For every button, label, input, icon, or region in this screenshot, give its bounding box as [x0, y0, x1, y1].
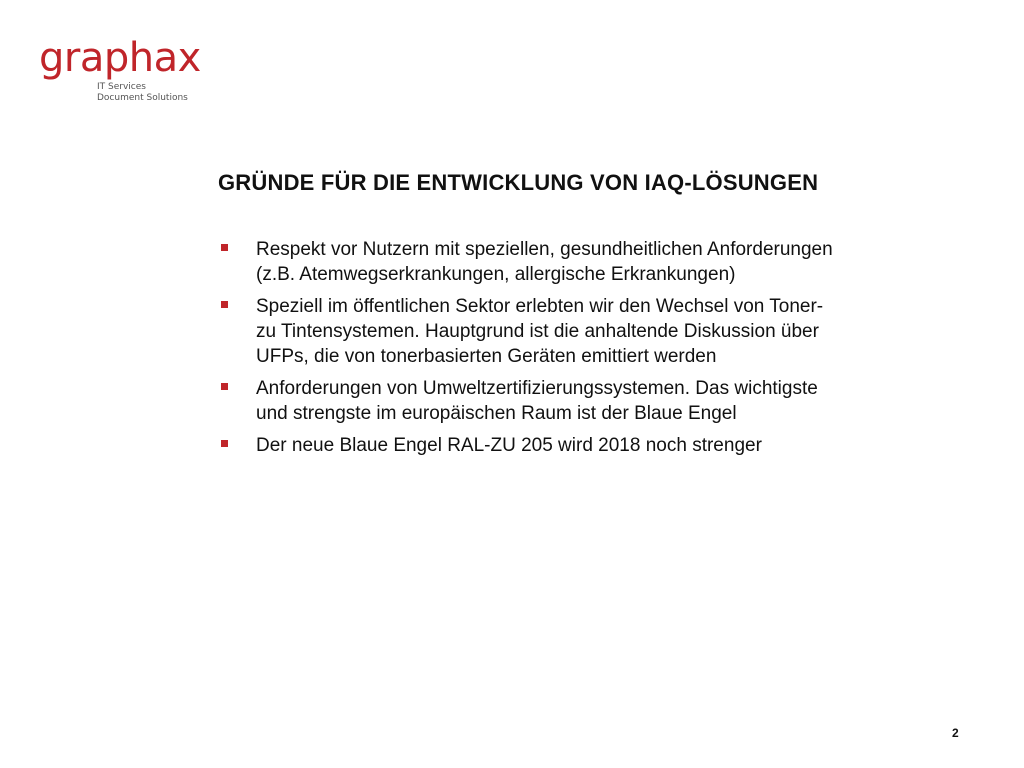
bullet-item-blauer-engel: [218, 433, 958, 458]
logo-tagline: [97, 82, 199, 104]
bullet-text-line: Speziell im öffentlichen Sektor erlebten wir den Wechsel von Toner-: [256, 296, 824, 317]
bullet-text-line: (z.B. Atemwegserkrankungen, allergische Erkrankungen): [256, 264, 736, 285]
bullet-text-line: Der neue Blaue Engel RAL-ZU 205 wird 2018 noch strenger: [256, 435, 762, 456]
bullet-text-line: Anforderungen von Umweltzertifizierungssystemen. Das wichtigste: [256, 378, 818, 399]
bullet-text-line: und strengste im europäischen Raum ist der Blaue Engel: [256, 403, 737, 424]
logo-tagline-document-solutions: Document Solutions: [97, 93, 188, 103]
square-bullet-icon: [221, 440, 228, 447]
graphax-logo: [39, 36, 199, 104]
square-bullet-icon: [221, 301, 228, 308]
logo-tagline-it-services: IT Services: [97, 82, 146, 92]
square-bullet-icon: [221, 383, 228, 390]
bullet-text-line: UFPs, die von tonerbasierten Geräten emittiert werden: [256, 346, 717, 367]
square-bullet-icon: [221, 244, 228, 251]
bullet-text-line: zu Tintensystemen. Hauptgrund ist die anhaltende Diskussion über: [256, 321, 819, 342]
page-number: 2: [952, 726, 959, 740]
bullet-item-certification: [218, 376, 958, 426]
bullet-list: [218, 237, 958, 465]
bullet-item-public-sector: [218, 294, 958, 369]
logo-wordmark: graphax: [39, 35, 201, 81]
bullet-text-line: Respekt vor Nutzern mit speziellen, gesundheitlichen Anforderungen: [256, 239, 833, 260]
slide-title: GRÜNDE FÜR DIE ENTWICKLUNG VON IAQ-LÖSUNGEN: [218, 170, 819, 195]
bullet-item-user-respect: [218, 237, 958, 287]
